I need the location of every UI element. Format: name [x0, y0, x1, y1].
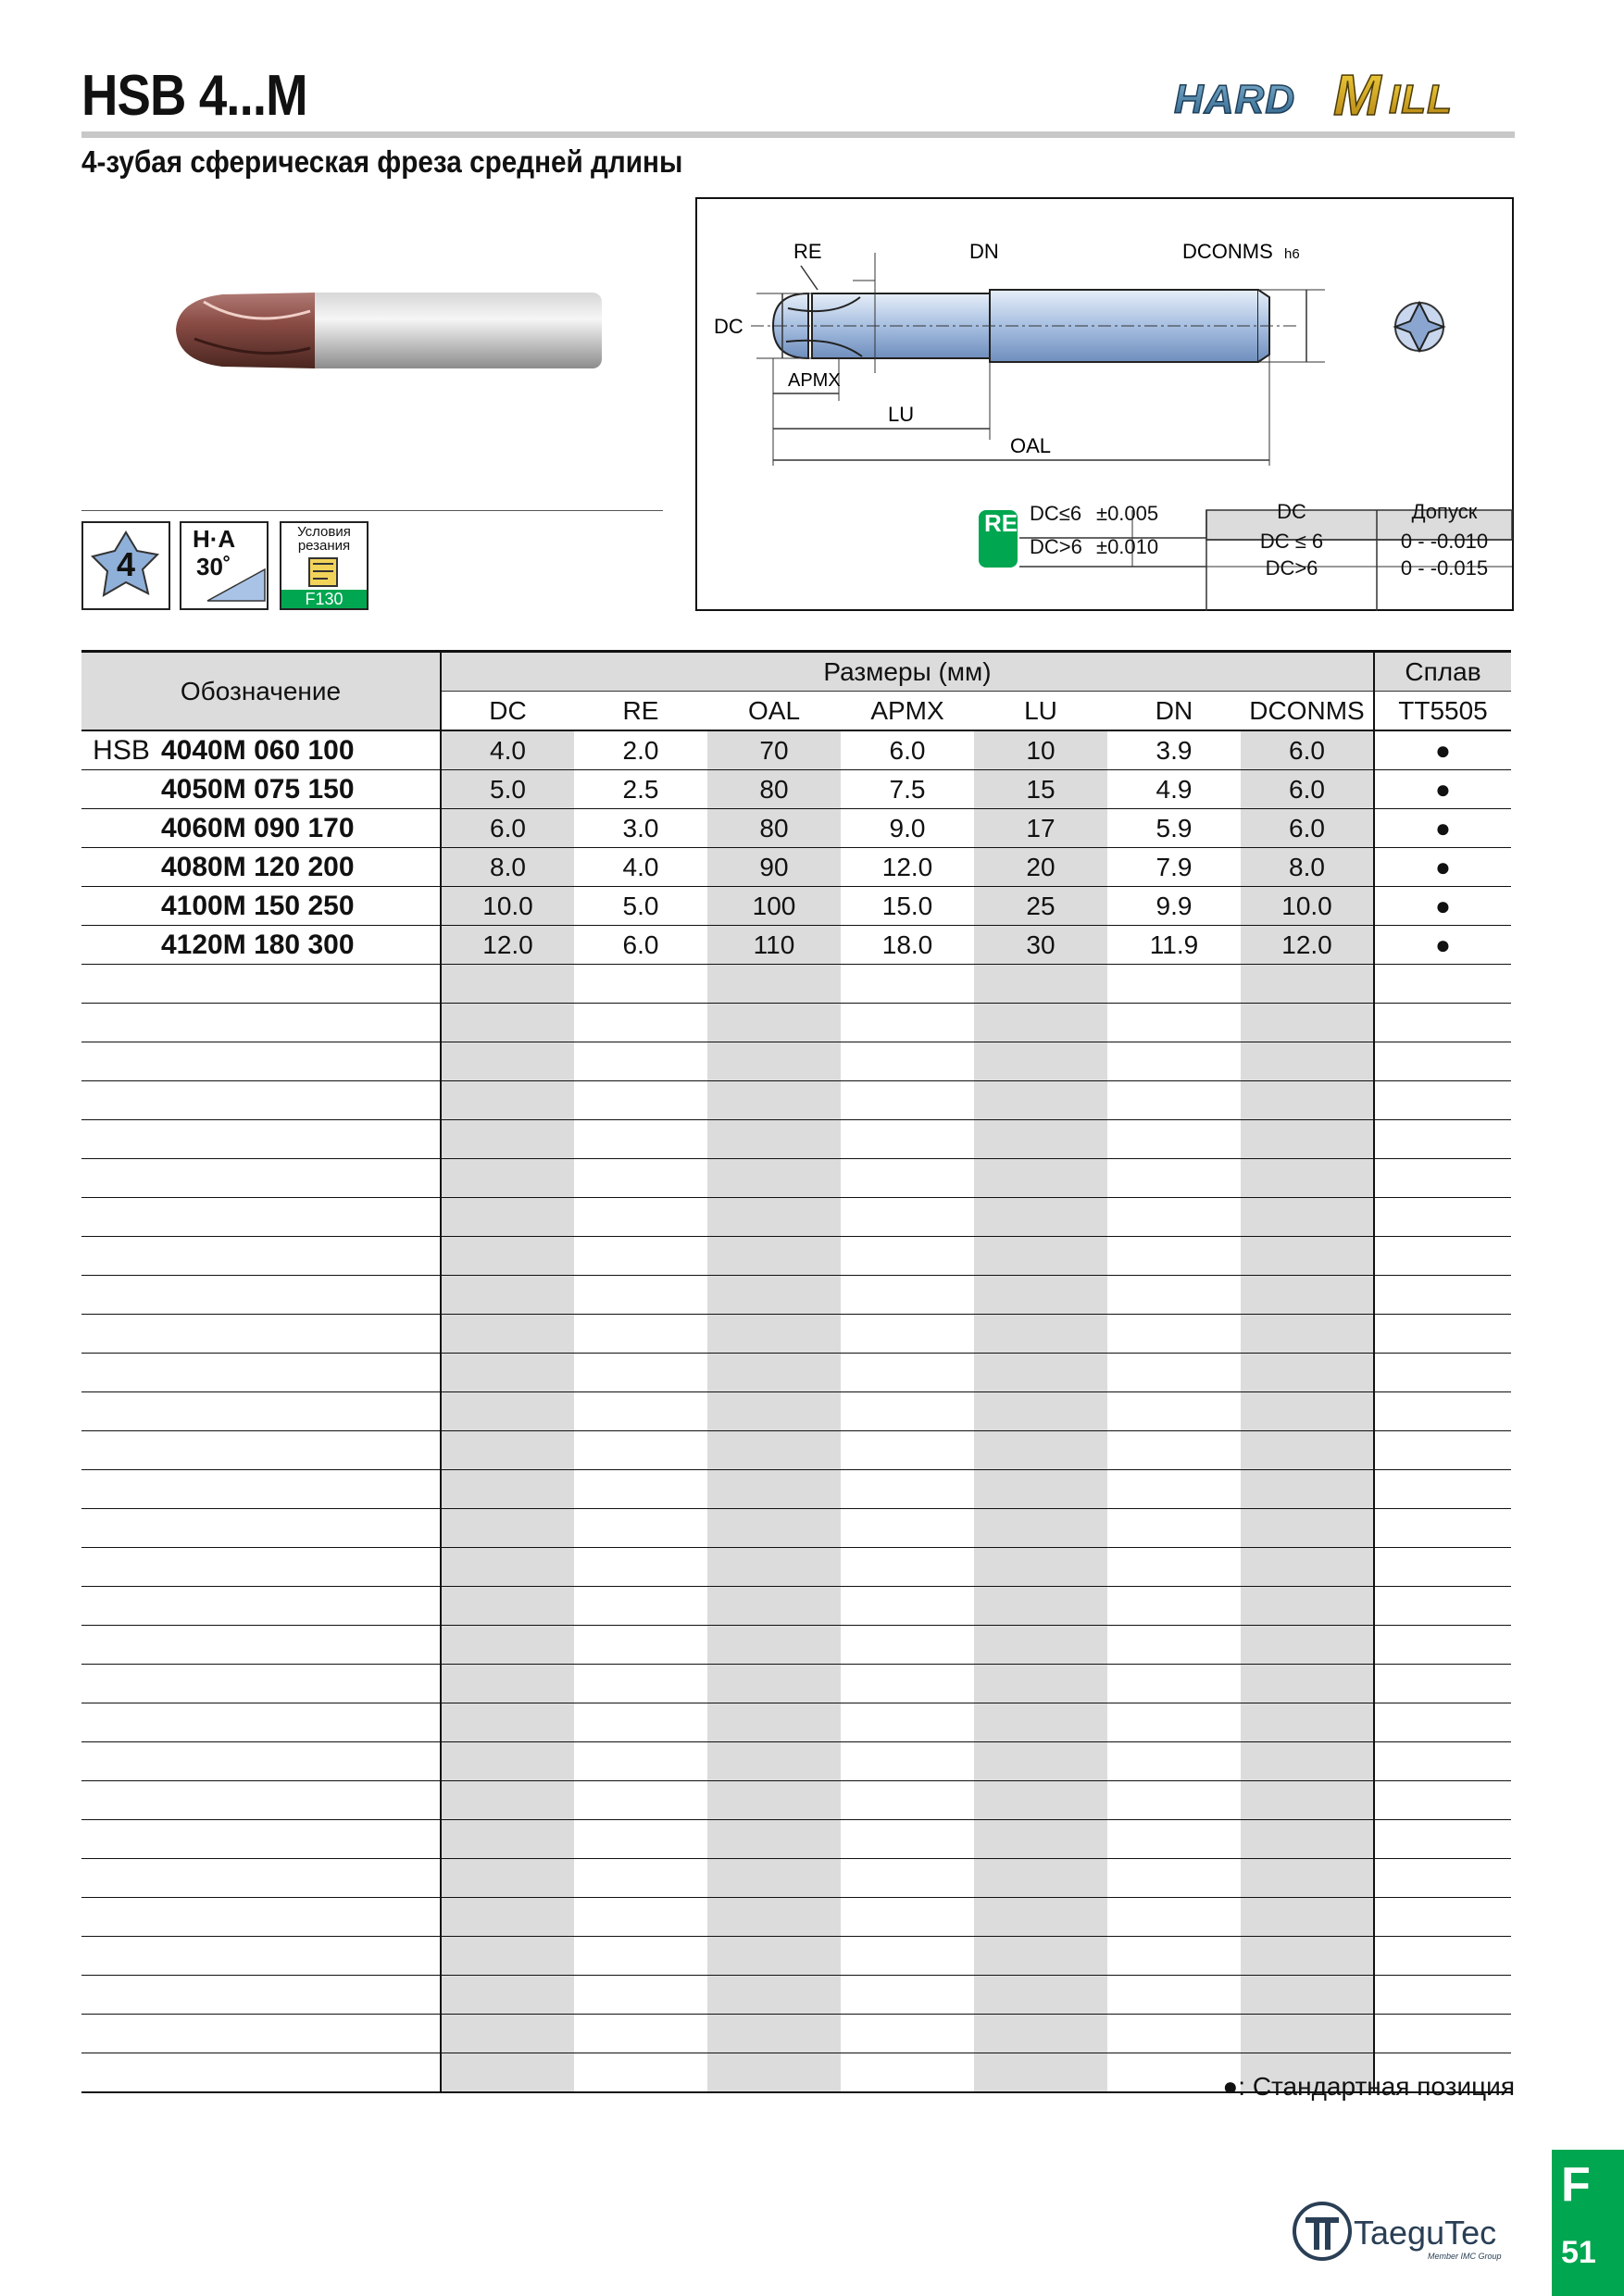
cell-re: 3.0: [622, 814, 659, 842]
cell-re: 2.0: [622, 736, 659, 765]
column-header-lu: LU: [974, 692, 1107, 731]
column-header-dn: DN: [1107, 692, 1241, 731]
end-view-icon: [1395, 303, 1443, 351]
tolerance-header: Допуск: [1411, 500, 1478, 523]
cell-dconms: 6.0: [1241, 809, 1374, 848]
re-tol-cond-1: DC≤6: [1030, 502, 1082, 525]
dc-tol-cond-2: DC>6: [1265, 556, 1318, 580]
cell-oal: 80: [707, 770, 841, 809]
helix-angle: 30˚: [196, 553, 231, 580]
empty-row: [81, 1859, 1511, 1898]
re-tol-cond-2: DC>6: [1030, 535, 1082, 558]
helix-label: H·A: [193, 525, 236, 553]
product-code: 4120M 180 300: [161, 926, 441, 965]
empty-row: [81, 1665, 1511, 1703]
series-prefix: [81, 926, 161, 965]
cell-dc: 10.0: [441, 887, 574, 926]
column-header-dconms: DCONMS: [1241, 692, 1374, 731]
empty-row: [81, 1159, 1511, 1198]
availability-mark: ●: [1435, 892, 1451, 920]
cell-lu: 17: [974, 809, 1107, 848]
cell-dconms: 8.0: [1241, 848, 1374, 887]
empty-row: [81, 1898, 1511, 1937]
table-row: [81, 730, 1511, 770]
apmx-label: APMX: [788, 370, 841, 391]
series-prefix: [81, 848, 161, 887]
empty-row: [81, 1587, 1511, 1626]
series-prefix: HSB: [93, 735, 150, 766]
section-letter: F: [1561, 2158, 1591, 2212]
helix-angle-icon: [180, 521, 269, 610]
conditions-label-2: резания: [297, 538, 351, 554]
cell-dconms: 12.0: [1241, 926, 1374, 965]
cell-oal: 100: [707, 887, 841, 926]
cell-apmx: 7.5: [889, 775, 926, 804]
cell-oal: 70: [707, 730, 841, 770]
availability-mark: ●: [1435, 814, 1451, 842]
empty-row: [81, 1431, 1511, 1470]
conditions-label-1: Условия: [297, 524, 351, 540]
availability-mark: ●: [1435, 736, 1451, 765]
product-code: 4080M 120 200: [161, 848, 441, 887]
availability-mark: ●: [1435, 853, 1451, 881]
alloy-grade-header: TT5505: [1374, 692, 1511, 731]
oal-label: OAL: [1010, 434, 1052, 457]
cell-dconms: 10.0: [1241, 887, 1374, 926]
dn-label: DN: [969, 240, 999, 263]
taegutec-logo: [1289, 2196, 1520, 2263]
flute-count-icon: [81, 521, 170, 610]
table-row: [81, 887, 1511, 926]
empty-row: [81, 1315, 1511, 1354]
cell-lu: 10: [974, 730, 1107, 770]
svg-text:M: M: [1333, 64, 1381, 128]
page-subtitle: 4-зубая сферическая фреза средней длины: [81, 144, 683, 179]
cutting-conditions-icon: [280, 521, 369, 610]
table-row: [81, 926, 1511, 965]
page-number: 51: [1561, 2235, 1596, 2270]
availability-mark: ●: [1435, 775, 1451, 804]
cell-re: 4.0: [622, 853, 659, 881]
cell-oal: 110: [707, 926, 841, 965]
empty-row: [81, 1626, 1511, 1665]
empty-row: [81, 2015, 1511, 2053]
empty-row: [81, 1820, 1511, 1859]
svg-text:ILL: ILL: [1389, 77, 1453, 122]
cell-dc: 12.0: [441, 926, 574, 965]
availability-mark: ●: [1435, 930, 1451, 959]
cell-dn: 3.9: [1156, 736, 1193, 765]
brand-tagline: Member IMC Group: [1428, 2252, 1502, 2261]
cell-re: 5.0: [622, 892, 659, 920]
product-code: 4060M 090 170: [161, 809, 441, 848]
cell-dc: 5.0: [441, 770, 574, 809]
cell-dn: 7.9: [1156, 853, 1193, 881]
cell-lu: 25: [974, 887, 1107, 926]
cell-dn: 11.9: [1149, 930, 1199, 959]
re-badge: RE: [984, 509, 1018, 537]
empty-row: [81, 1937, 1511, 1976]
cell-dc: 8.0: [441, 848, 574, 887]
empty-row: [81, 965, 1511, 1004]
legend: ●: Стандартная позиция: [1222, 2072, 1515, 2101]
dc-tol-cond-1: DC ≤ 6: [1259, 530, 1324, 553]
photo-divider: [81, 510, 663, 511]
empty-row: [81, 1354, 1511, 1392]
empty-row: [81, 1081, 1511, 1120]
empty-row: [81, 1276, 1511, 1315]
product-code: 4040M 060 100: [161, 730, 441, 770]
cell-dc: 4.0: [441, 730, 574, 770]
cell-apmx: 12.0: [881, 853, 933, 881]
title-rule: [81, 131, 1515, 138]
svg-text:HARD: HARD: [1174, 77, 1296, 122]
re-tol-value-2: ±0.010: [1096, 535, 1159, 558]
cell-re: 2.5: [622, 775, 659, 804]
product-code: 4050M 075 150: [161, 770, 441, 809]
cell-apmx: 6.0: [889, 736, 926, 765]
dc-tol-value-1: 0 - -0.010: [1400, 530, 1489, 553]
product-code: 4100M 150 250: [161, 887, 441, 926]
cell-dc: 6.0: [441, 809, 574, 848]
column-header-apmx: APMX: [841, 692, 974, 731]
series-prefix: [81, 809, 161, 848]
cell-apmx: 9.0: [889, 814, 926, 842]
dc-tol-value-2: 0 - -0.015: [1400, 556, 1489, 580]
cell-re: 6.0: [622, 930, 659, 959]
product-table: [81, 650, 1511, 2093]
conditions-code: F130: [281, 590, 367, 608]
dc-label: DC: [714, 315, 743, 338]
brand-name: TaeguTec: [1354, 2214, 1497, 2252]
empty-row: [81, 1976, 1511, 2015]
re-label: RE: [793, 240, 822, 263]
empty-row: [81, 1703, 1511, 1742]
cell-lu: 30: [974, 926, 1107, 965]
empty-row: [81, 1042, 1511, 1081]
cell-lu: 20: [974, 848, 1107, 887]
empty-row: [81, 1120, 1511, 1159]
dconms-label: DCONMS: [1182, 240, 1273, 263]
empty-row: [81, 1237, 1511, 1276]
dc-tol-header: DC: [1277, 500, 1306, 523]
cell-oal: 90: [707, 848, 841, 887]
page-title: HSB 4...M: [81, 64, 307, 128]
table-row: [81, 848, 1511, 887]
dconms-tolerance-label: h6: [1284, 246, 1300, 262]
lu-label: LU: [888, 403, 915, 426]
empty-row: [81, 1470, 1511, 1509]
hardmill-logo: [1168, 56, 1518, 131]
column-header-dc: DC: [441, 692, 574, 731]
table-row: [81, 770, 1511, 809]
column-header-re: RE: [574, 692, 707, 731]
series-prefix: [81, 887, 161, 926]
column-header-oal: OAL: [707, 692, 841, 731]
table-row: [81, 809, 1511, 848]
cell-dn: 9.9: [1156, 892, 1193, 920]
designation-header: Обозначение: [81, 652, 441, 731]
empty-row: [81, 1548, 1511, 1587]
dimensions-header: Размеры (мм): [441, 652, 1374, 692]
alloy-header: Сплав: [1374, 652, 1511, 692]
section-tab: [1552, 2150, 1624, 2296]
cell-dn: 5.9: [1156, 814, 1193, 842]
cell-dconms: 6.0: [1241, 730, 1374, 770]
cell-lu: 15: [974, 770, 1107, 809]
re-tol-value-1: ±0.005: [1096, 502, 1159, 525]
cell-dn: 4.9: [1156, 775, 1193, 804]
empty-row: [81, 1742, 1511, 1781]
flute-count: 4: [116, 545, 136, 583]
empty-row: [81, 1198, 1511, 1237]
empty-row: [81, 1509, 1511, 1548]
empty-row: [81, 1004, 1511, 1042]
cell-oal: 80: [707, 809, 841, 848]
cell-apmx: 18.0: [881, 930, 933, 959]
empty-row: [81, 1392, 1511, 1431]
cell-dconms: 6.0: [1241, 770, 1374, 809]
product-photo: [120, 274, 620, 385]
empty-row: [81, 1781, 1511, 1820]
cell-apmx: 15.0: [881, 892, 933, 920]
series-prefix: [81, 770, 161, 809]
